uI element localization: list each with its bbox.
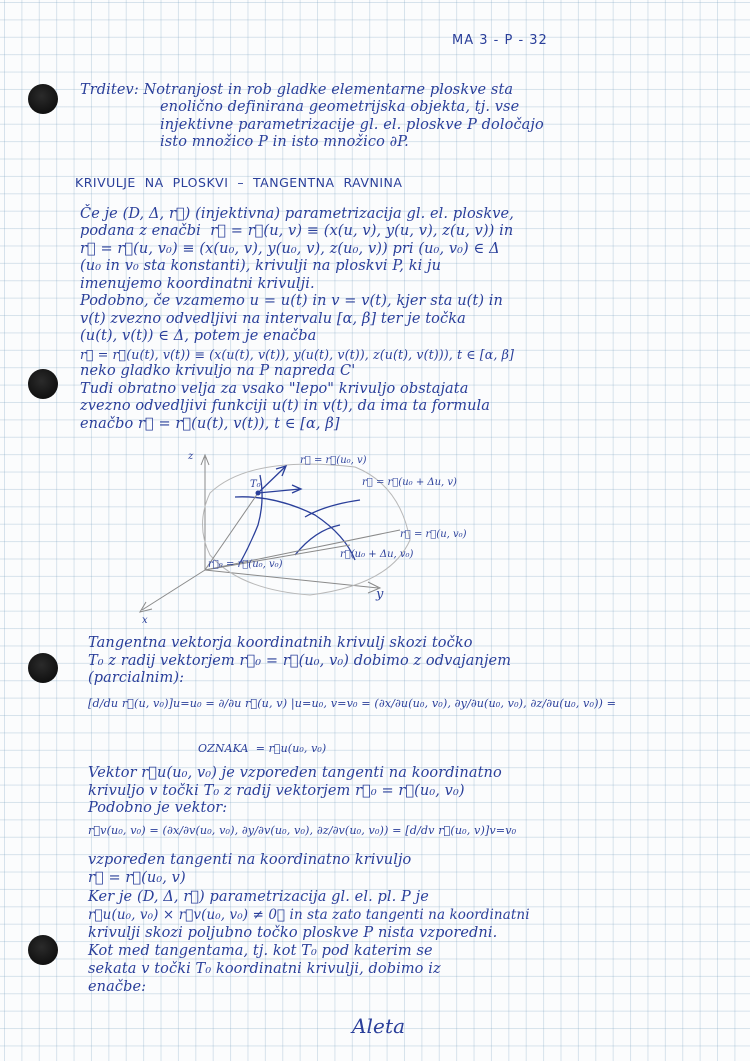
page-id: MA 3 - P - 32 xyxy=(452,33,548,48)
surface-figure xyxy=(100,445,700,625)
para1-line: (u(t), v(t)) ∈ Δ, potem je enačba xyxy=(80,328,317,344)
para1-line: imenujemo koordinatni krivulji. xyxy=(80,276,315,292)
z-axis-label: z xyxy=(188,451,194,462)
para2-line: sekata v točki T₀ koordinatni krivulji, dobimo iz xyxy=(88,961,441,977)
para2-line: Podobno je vektor: xyxy=(88,800,228,816)
curve-label-u0-v: r⃗ = r⃗(u₀, v) xyxy=(300,455,367,466)
binder-hole xyxy=(28,369,58,399)
para2-line: Tangentna vektorja koordinatnih krivulj skozi točko xyxy=(88,635,473,651)
para2-line: Vektor r⃗u(u₀, v₀) je vzporeden tangenti na koordinatno xyxy=(88,765,502,781)
binder-hole xyxy=(28,935,58,965)
para2-line: OZNAKA = r⃗u(u₀, v₀) xyxy=(198,742,327,755)
para2-line: Kot med tangentama, tj. kot T₀ pod katerim se xyxy=(88,943,433,959)
binder-hole xyxy=(28,84,58,114)
para2-line: r⃗ = r⃗(u₀, v) xyxy=(88,870,186,886)
para1-line: (u₀ in v₀ sta konstanti), krivulji na ploskvi P, ki ju xyxy=(80,258,442,274)
trditev-line: Trditev: Notranjost in rob gladke elementarne ploskve sta xyxy=(80,82,514,98)
para1-line: Tudi obratno velja za vsako "lepo" krivuljo obstajata xyxy=(80,381,469,397)
radius-label-du-v0: r⃗(u₀ + Δu, v₀) xyxy=(340,549,414,560)
coord-curve-v0 xyxy=(235,497,355,560)
para2-line: krivuljo v točki T₀ z radij vektorjem r⃗₀ = r⃗(u₀, v₀) xyxy=(88,783,465,799)
para2-line: T₀ z radij vektorjem r⃗₀ = r⃗(u₀, v₀) dobimo z odvajanjem xyxy=(88,653,512,669)
x-axis xyxy=(142,570,205,610)
para1-line: Podobno, če vzamemo u = u(t) in v = v(t), kjer sta u(t) in xyxy=(80,293,503,309)
y-axis-label: y xyxy=(376,587,384,602)
para2-line: (parcialnim): xyxy=(88,670,185,686)
para1-line: podana z enačbi r⃗ = r⃗(u, v) ≡ (x(u, v), y(u, v), z(u, v)) in xyxy=(80,223,514,239)
para1-line: r⃗ = r⃗(u(t), v(t)) ≡ (x(u(t), v(t)), y(u(t), v(t)), z(u(t), v(t))), t ∈ [α, β] xyxy=(80,347,515,362)
x-axis-label: x xyxy=(142,615,148,625)
para1-line: Če je (D, Δ, r⃗) (injektivna) parametrizacija gl. el. ploskve, xyxy=(80,206,514,222)
para1-line: enačbo r⃗ = r⃗(u(t), v(t)), t ∈ [α, β] xyxy=(80,416,340,432)
para2-line: krivulji skozi poljubno točko ploskve P nista vzporedni. xyxy=(88,925,498,941)
curve-label-u0-du: r⃗ = r⃗(u₀ + Δu, v) xyxy=(362,477,457,488)
trditev-line: isto množico P in isto množico ∂P. xyxy=(160,134,409,150)
section-heading: KRIVULJE NA PLOSKVI – TANGENTNA RAVNINA xyxy=(75,175,403,190)
curve-label-u-v0: r⃗ = r⃗(u, v₀) xyxy=(400,529,467,540)
para2-line: [d/du r⃗(u, v₀)]u=u₀ = ∂/∂u r⃗(u, v) |u=u₀, v=v₀ = (∂x/∂u(u₀, v₀), ∂y/∂u(u₀, v₀), ∂z/∂u(u₀, v₀)) = xyxy=(88,697,617,710)
radius-label-r0: r⃗₀ = r⃗(u₀, v₀) xyxy=(208,559,283,570)
point-t0 xyxy=(256,491,261,496)
trditev-line: enolično definirana geometrijska objekta, tj. vse xyxy=(160,99,520,115)
para1-line: r⃗ = r⃗(u, v₀) ≡ (x(u₀, v), y(u₀, v), z(u₀, v)) pri (u₀, v₀) ∈ Δ xyxy=(80,241,500,257)
binder-hole xyxy=(28,653,58,683)
para2-line: Ker je (D, Δ, r⃗) parametrizacija gl. el. pl. P je xyxy=(88,889,429,905)
para1-line: v(t) zvezno odvedljivi na intervalu [α, β] ter je točka xyxy=(80,311,466,327)
para2-line: r⃗u(u₀, v₀) × r⃗v(u₀, v₀) ≠ 0⃗ in sta zato tangenti na koordinatni xyxy=(88,907,530,923)
brand-logo: Aleta xyxy=(352,1014,406,1038)
trditev-line: injektivne parametrizacije gl. el. ploskve P določajo xyxy=(160,117,544,133)
para2-line: enačbe: xyxy=(88,979,147,995)
t0-label: T₀ xyxy=(250,479,261,490)
para2-line: vzporeden tangenti na koordinatno krivuljo xyxy=(88,852,412,868)
para2-line: r⃗v(u₀, v₀) = (∂x/∂v(u₀, v₀), ∂y/∂v(u₀, v₀), ∂z/∂v(u₀, v₀)) = [d/dv r⃗(u₀, v)]v=v₀ xyxy=(88,824,517,837)
para1-line: neko gladko krivuljo na P napreda C' xyxy=(80,363,356,379)
para1-line: zvezno odvedljivi funkciji u(t) in v(t), da ima ta formula xyxy=(80,398,491,414)
